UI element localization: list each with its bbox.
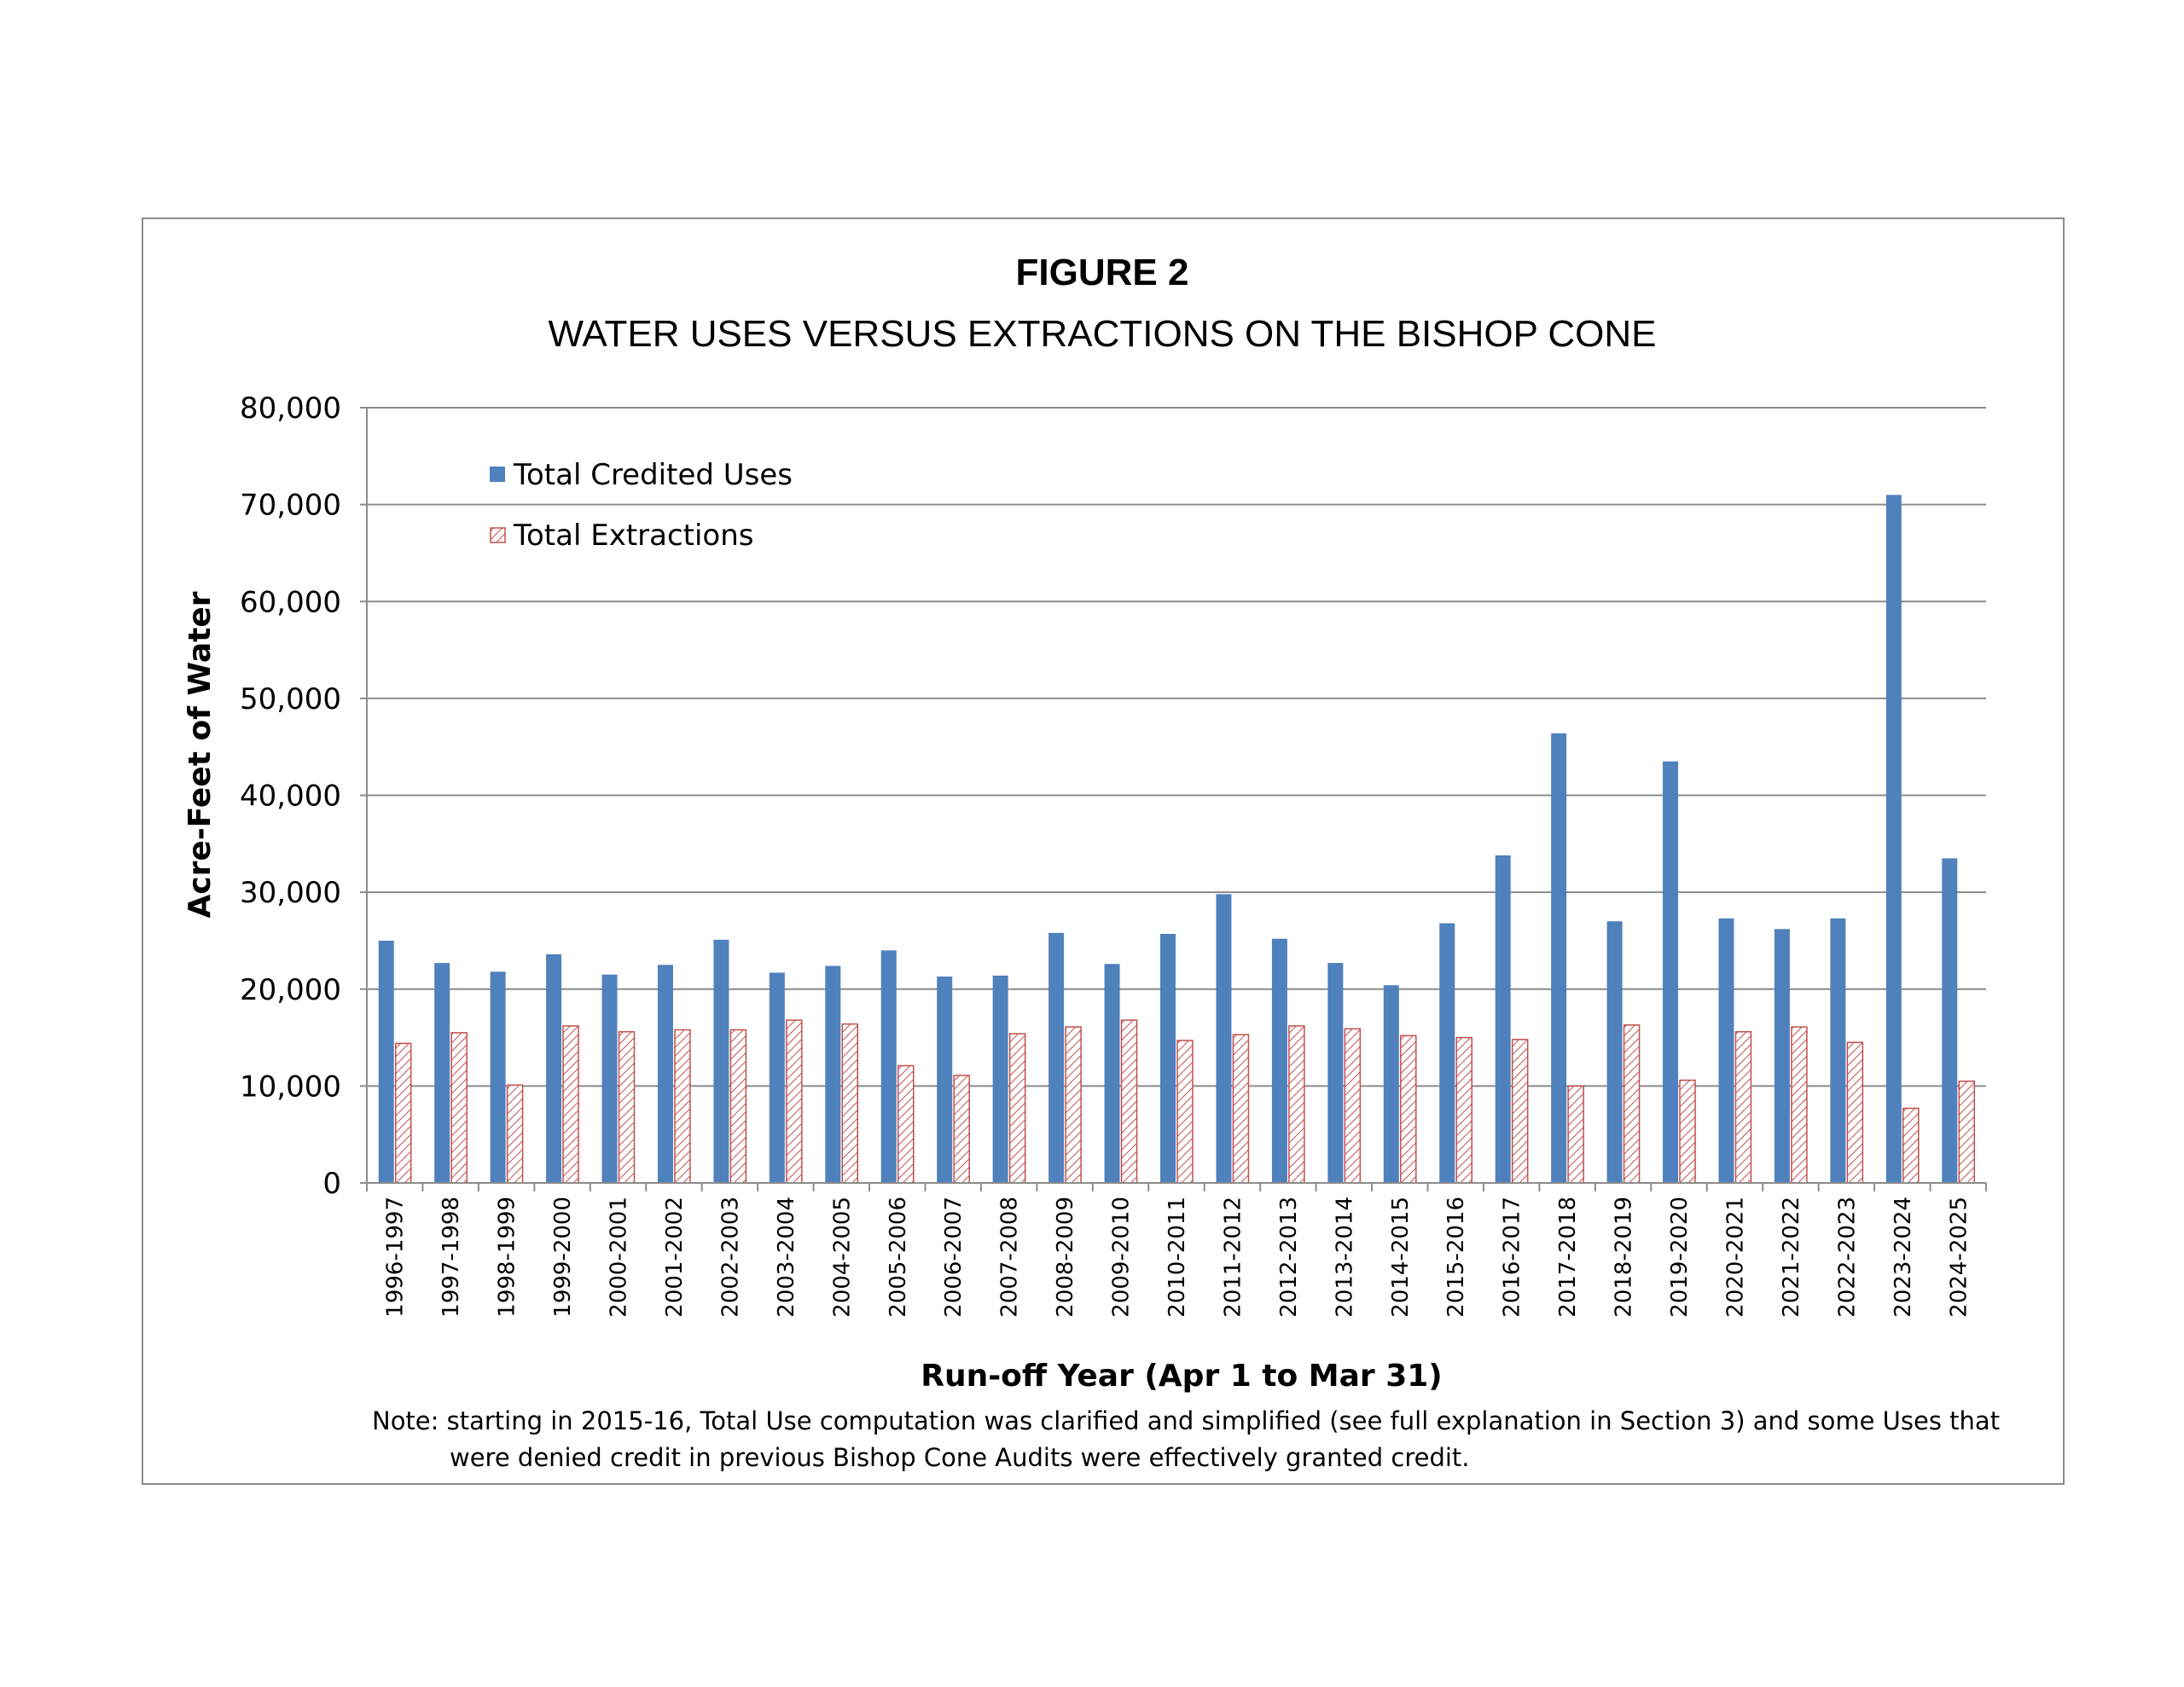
y-tick-label: 80,000	[240, 391, 341, 426]
bar-total-extractions	[1959, 1081, 1974, 1183]
y-axis-ticks	[240, 391, 367, 1201]
y-tick-label: 30,000	[240, 876, 341, 911]
bar-total-credited-uses	[1272, 939, 1287, 1183]
x-tick-label: 2018-2019	[1611, 1197, 1637, 1318]
bar-total-credited-uses	[1216, 894, 1231, 1183]
bar-total-credited-uses	[379, 941, 394, 1183]
x-tick-label: 2001-2002	[661, 1197, 688, 1318]
bar-total-extractions	[954, 1075, 969, 1183]
bar-total-credited-uses	[1607, 921, 1623, 1183]
x-tick-label: 2015-2016	[1443, 1197, 1470, 1318]
x-axis-ticks	[383, 1197, 1972, 1318]
chart-title: FIGURE 2	[1015, 252, 1189, 293]
x-tick-label: 2017-2018	[1555, 1197, 1582, 1318]
bar-total-extractions	[1010, 1034, 1025, 1183]
bar-total-credited-uses	[1327, 963, 1343, 1183]
y-axis-title: Acre-Feet of Water	[183, 591, 218, 919]
bar-total-credited-uses	[993, 976, 1008, 1183]
bar-total-extractions	[1513, 1040, 1528, 1183]
x-tick-label: 2000-2001	[606, 1197, 632, 1318]
y-tick-label: 40,000	[240, 779, 341, 814]
x-tick-label: 2016-2017	[1499, 1197, 1525, 1318]
bar-total-extractions	[1066, 1027, 1081, 1183]
bar-total-extractions	[1401, 1035, 1416, 1183]
bar-total-credited-uses	[937, 977, 952, 1183]
x-tick-label: 2022-2023	[1834, 1197, 1861, 1318]
x-tick-label: 2009-2010	[1108, 1197, 1135, 1318]
x-tick-label: 2002-2003	[717, 1197, 744, 1318]
bar-total-credited-uses	[1105, 964, 1120, 1183]
x-tick-label: 2005-2006	[885, 1197, 911, 1318]
bar-total-credited-uses	[1160, 934, 1176, 1183]
legend-swatch-total-extractions	[491, 528, 505, 542]
legend-label-total-extractions: Total Extractions	[514, 519, 754, 553]
x-tick-label: 2024-2025	[1946, 1197, 1972, 1318]
bar-total-extractions	[1792, 1027, 1807, 1183]
bar-total-extractions	[1289, 1026, 1304, 1183]
bar-total-extractions	[1680, 1081, 1695, 1183]
bar-total-credited-uses	[1048, 933, 1064, 1183]
bar-total-extractions	[508, 1085, 523, 1183]
chart-svg	[143, 219, 2063, 1483]
x-tick-label: 1996-1997	[382, 1197, 409, 1318]
bar-total-credited-uses	[825, 965, 840, 1183]
bar-total-extractions	[787, 1020, 802, 1183]
bar-total-extractions	[1847, 1042, 1862, 1183]
y-tick-label: 70,000	[240, 488, 341, 523]
bar-total-extractions	[1624, 1025, 1640, 1183]
bar-total-credited-uses	[602, 975, 618, 1183]
bar-total-extractions	[1345, 1029, 1360, 1183]
bar-total-credited-uses	[658, 965, 673, 1183]
bar-total-credited-uses	[1942, 858, 1957, 1183]
legend-label-total-credited-uses: Total Credited Uses	[514, 458, 793, 492]
bar-total-credited-uses	[491, 971, 506, 1183]
x-tick-label: 2010-2011	[1165, 1197, 1190, 1318]
bar-total-extractions	[898, 1066, 914, 1183]
y-tick-label: 50,000	[240, 681, 341, 716]
bar-total-extractions	[730, 1029, 746, 1183]
x-tick-label: 2008-2009	[1053, 1197, 1079, 1318]
bar-total-extractions	[675, 1029, 690, 1183]
bar-total-extractions	[1456, 1038, 1472, 1183]
bar-total-credited-uses	[1439, 923, 1455, 1183]
bar-total-extractions	[1233, 1035, 1248, 1183]
y-tick-label: 10,000	[240, 1070, 341, 1104]
x-tick-label: 1999-2000	[550, 1197, 577, 1318]
y-tick-label: 20,000	[240, 972, 341, 1007]
note-line-1: Note: starting in 2015-16, Total Use computation was clarified and simplified (see full explanation in Section 3) and some Uses that	[372, 1406, 2001, 1435]
x-tick-label: 2021-2022	[1778, 1197, 1804, 1318]
bar-total-extractions	[396, 1043, 411, 1183]
bar-total-extractions	[1903, 1109, 1919, 1183]
chart-frame	[142, 217, 2065, 1485]
bar-total-extractions	[842, 1024, 857, 1183]
bar-total-credited-uses	[770, 972, 785, 1183]
x-tick-label: 2014-2015	[1387, 1197, 1414, 1318]
x-tick-label: 2003-2004	[773, 1197, 799, 1318]
y-tick-label: 0	[322, 1167, 341, 1201]
x-tick-label: 2012-2013	[1275, 1197, 1302, 1318]
bar-total-extractions	[619, 1032, 635, 1183]
x-tick-label: 2006-2007	[941, 1197, 967, 1318]
x-tick-label: 2013-2014	[1332, 1197, 1358, 1318]
x-tick-label: 2023-2024	[1890, 1197, 1916, 1318]
bar-total-extractions	[1735, 1032, 1751, 1183]
x-tick-label: 2007-2008	[996, 1197, 1023, 1318]
x-tick-label: 2019-2020	[1667, 1197, 1693, 1318]
x-tick-label: 2020-2021	[1722, 1197, 1749, 1318]
bar-total-extractions	[451, 1033, 467, 1183]
x-tick-label: 1998-1999	[494, 1197, 520, 1318]
bars	[379, 495, 1975, 1183]
legend-swatch-total-credited-uses	[490, 467, 505, 482]
bar-total-credited-uses	[881, 950, 897, 1183]
y-tick-label: 60,000	[240, 585, 341, 620]
bar-total-credited-uses	[546, 954, 561, 1183]
bar-total-extractions	[1177, 1041, 1193, 1183]
bar-total-extractions	[563, 1026, 578, 1183]
bar-total-credited-uses	[1830, 919, 1845, 1183]
bar-total-credited-uses	[1496, 855, 1511, 1183]
bar-total-credited-uses	[713, 940, 729, 1183]
chart-subtitle: WATER USES VERSUS EXTRACTIONS ON THE BISHOP CONE	[548, 313, 1657, 355]
note-line-2: were denied credit in previous Bishop Cone Audits were effectively granted credit.	[450, 1443, 1470, 1472]
bar-total-credited-uses	[1718, 919, 1734, 1183]
x-tick-label: 2011-2012	[1220, 1197, 1246, 1318]
bar-total-credited-uses	[1886, 495, 1902, 1183]
x-axis-title: Run-off Year (Apr 1 to Mar 31)	[921, 1359, 1443, 1394]
x-tick-label: 1997-1998	[439, 1197, 465, 1318]
x-tick-label: 2004-2005	[829, 1197, 856, 1318]
bar-total-extractions	[1122, 1020, 1137, 1183]
bar-total-credited-uses	[1774, 929, 1790, 1183]
bar-total-credited-uses	[434, 963, 450, 1183]
bar-total-credited-uses	[1551, 733, 1566, 1183]
bar-total-credited-uses	[1663, 762, 1678, 1183]
bar-total-extractions	[1568, 1086, 1583, 1183]
bar-total-credited-uses	[1384, 985, 1399, 1183]
